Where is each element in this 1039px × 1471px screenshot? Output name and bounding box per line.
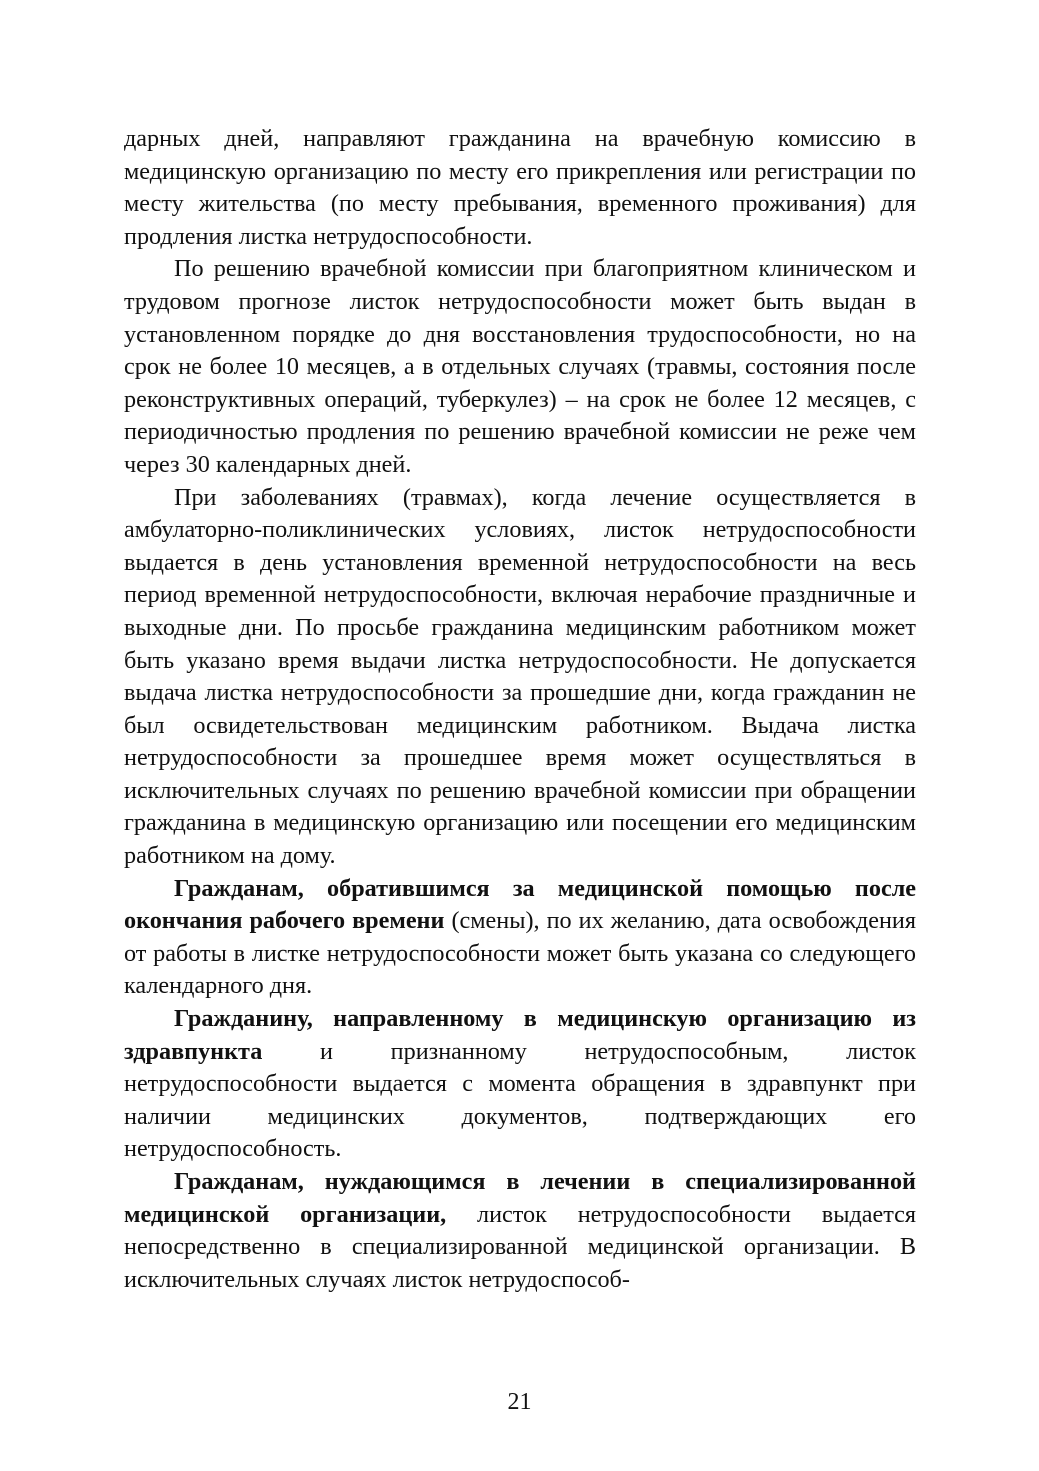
paragraph-specialized <box>124 1166 916 1296</box>
paragraph-after-hours <box>124 873 916 1003</box>
paragraph-text: По решению врачебной комиссии при благоприятном клиническом и трудовом прогнозе листок нетрудоспособности может быть выдан в установленном порядке до дня восстановления трудоспособности, но на срок не более 10 месяцев, а в отдельных случаях (травмы, состояния после реконструктивных операций, туберкулез) – на срок не более 12 месяцев, с периодичностью продления по решению врачебной комиссии не реже чем через 30 календарных дней. <box>124 255 916 478</box>
paragraph-text: и признанному нетрудоспособным, листок нетрудоспособности выдается с момента обращения в здравпункт при наличии медицинских документов, подтверждающих его нетрудоспособность. <box>124 1037 916 1163</box>
paragraph-bold-lead: Гражданам, нуждающимся в лечении в специализированной медицинской организации, <box>124 1168 916 1228</box>
page-number: 21 <box>507 1389 532 1415</box>
paragraph-bold-lead: Гражданину, направленному в медицинскую организацию из здравпункта <box>124 1005 916 1065</box>
paragraph-text: листок нетрудоспособности выдается непосредственно в специализированной медицинской организации. В исключительных случаях листок нетрудоспособ- <box>124 1200 916 1293</box>
paragraph-text: дарных дней, направляют гражданина на врачебную комиссию в медицинскую организацию по месту его прикрепления или регистрации по месту жительства (по месту пребывания, временного проживания) для продления листка нетрудоспособности. <box>124 125 916 250</box>
paragraph-continuation <box>124 123 916 253</box>
page-body <box>124 123 916 1296</box>
paragraph-commission-decision <box>124 253 916 481</box>
paragraph-text: (смены), по их желанию, дата освобождения от работы в листке нетрудоспособности может быть указана со следующего календарного дня. <box>124 907 917 1000</box>
paragraph-bold-lead: Гражданам, обратившимся за медицинской помощью после окончания рабочего времени <box>124 874 916 935</box>
paragraph-outpatient <box>124 482 916 873</box>
paragraph-health-post <box>124 1003 916 1166</box>
paragraph-text: При заболеваниях (травмах), когда лечение осуществляется в амбулаторно-поликлинических условиях, листок нетрудоспособности выдается в день установления временной нетрудоспособности на весь период временной нетрудоспособности, включая нерабочие праздничные и выходные дни. По просьбе гражданина медицинским работником может быть указано время выдачи листка нетрудоспособности. Не допускается выдача листка нетрудоспособности за прошедшие дни, когда гражданин не был освидетельствован медицинским работником. Выдача листка нетрудоспособности за прошедшее время может осуществляться в исключительных случаях по решению врачебной комиссии при обращении гражданина в медицинскую организацию или посещении его медицинским работником на дому. <box>124 483 916 870</box>
